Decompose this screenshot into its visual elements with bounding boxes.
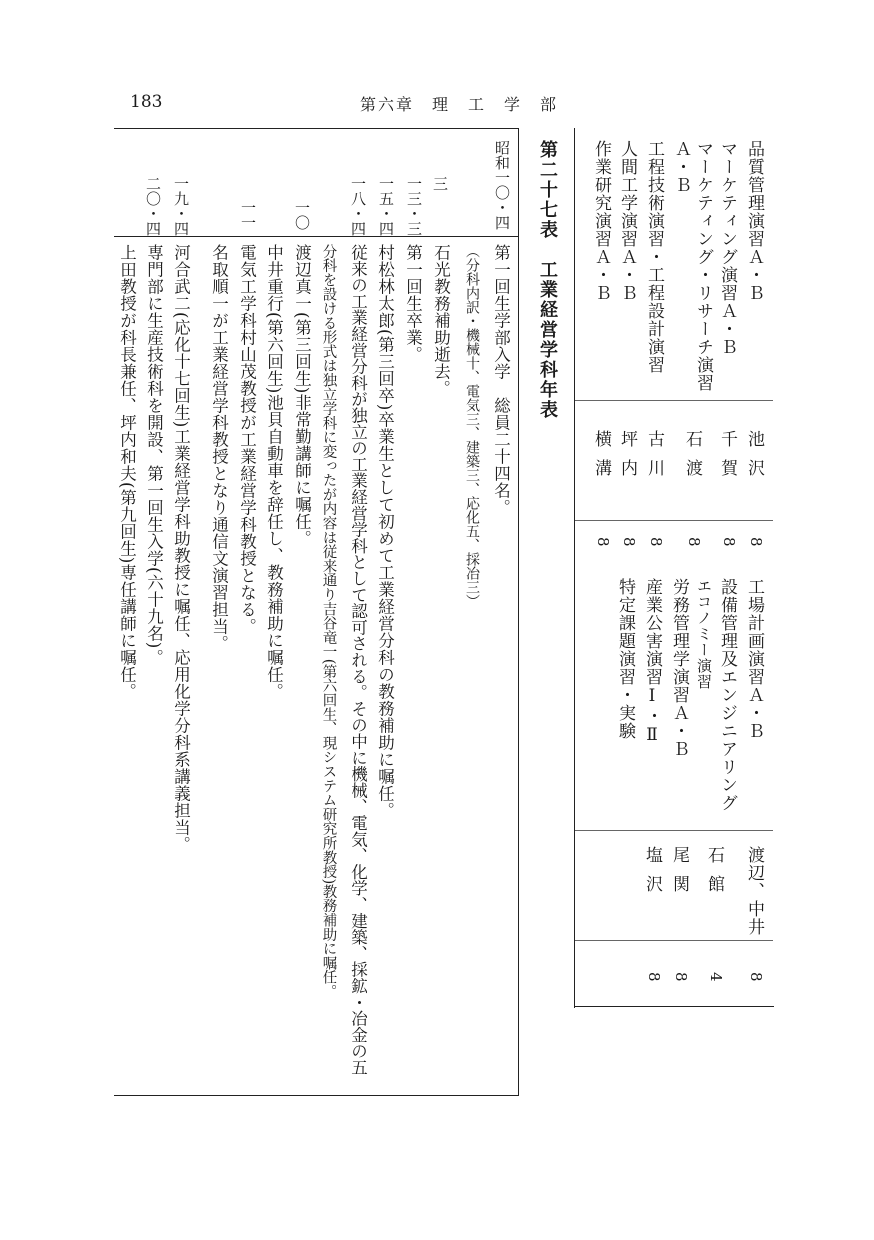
course-cell: 人間工学演習Ａ・Ｂ bbox=[617, 140, 637, 302]
year-entry: 第一回生学部入学 総員二十四名。 bbox=[491, 244, 511, 516]
course-cell: 作業研究演習Ａ・Ｂ bbox=[591, 140, 611, 302]
year-table-right-rule bbox=[518, 128, 519, 1096]
instructor-cell: 石渡 bbox=[682, 430, 702, 488]
hours-cell: 8 bbox=[672, 972, 690, 982]
instructor-cell: 坪内 bbox=[617, 430, 637, 488]
year-date: 一一 bbox=[239, 200, 257, 230]
course-cell: マーケティング・リサーチ演習 bbox=[693, 140, 713, 392]
hours-cell: 8 bbox=[747, 537, 765, 547]
hours-cell: 8 bbox=[594, 537, 612, 547]
course-cell: 労務管理学演習Ａ・Ｂ bbox=[669, 578, 689, 758]
hours-cell: 8 bbox=[620, 537, 638, 547]
year-entry-note: （分科内訳・機械十、電気三、建築三、応化五、採冶三） bbox=[464, 244, 480, 608]
year-table-date-divider bbox=[114, 236, 518, 237]
year-date: 一八・四 bbox=[349, 176, 367, 236]
year-entry: 河合武二(応化十七回生)工業経営学科助教授に嘱任、応用化学分科系講義担当。 bbox=[171, 244, 191, 853]
year-entry: 従来の工業経営分科が独立の工業経営学科として認可される。その中に機械、電気、化学、建築、採鉱・冶金の五 bbox=[348, 244, 368, 1076]
hours-cell: 8 bbox=[647, 537, 665, 547]
instructor-cell: 千賀 bbox=[717, 430, 737, 488]
year-table-bottom-rule bbox=[114, 1095, 519, 1096]
hours-cell: 8 bbox=[747, 972, 765, 982]
year-entry: 中井重行(第六回生)池貝自動車を辞任し、教務補助に嘱任。 bbox=[264, 244, 284, 700]
year-table-top-rule bbox=[114, 128, 519, 129]
table-border-bottom bbox=[574, 1006, 774, 1007]
year-date: 一三・三 bbox=[405, 176, 423, 236]
course-cell: 特定課題演習・実験 bbox=[615, 578, 635, 740]
course-cell: 品質管理演習Ａ・Ｂ bbox=[744, 140, 764, 302]
year-entry: 上田教授が科長兼任、坪内和夫(第九回生)専任講師に嘱任。 bbox=[117, 244, 137, 700]
hours-cell: 8 bbox=[720, 537, 738, 547]
table-divider-3 bbox=[575, 830, 773, 831]
course-cell: 設備管理及エンジニアリング bbox=[717, 578, 737, 812]
year-entry: 渡辺真一(第三回生)非常勤講師に嘱任。 bbox=[292, 244, 312, 547]
running-head: 第六章 理 工 学 部 bbox=[360, 95, 559, 114]
year-date: 一〇 bbox=[293, 200, 311, 230]
instructor-cell: 石館 bbox=[704, 846, 724, 904]
year-entry: 村松林太郎(第三回卒)卒業生として初めて工業経営分科の教務補助に嘱任。 bbox=[375, 244, 395, 819]
year-entry: 電気工学科村山茂教授が工業経営学科教授となる。 bbox=[237, 244, 257, 635]
year-entry: 石光教務補助逝去。 bbox=[431, 244, 451, 397]
instructor-cell: 横溝 bbox=[591, 430, 611, 488]
instructor-cell: 渡辺、中井 bbox=[744, 846, 764, 936]
course-cell: Ａ・Ｂ bbox=[671, 140, 691, 194]
hours-cell: 8 bbox=[645, 972, 663, 982]
year-date: 一五・四 bbox=[377, 176, 395, 236]
instructor-cell: 池沢 bbox=[744, 430, 764, 488]
course-cell: 工場計画演習Ａ・Ｂ bbox=[744, 578, 764, 740]
year-date: 三 bbox=[431, 176, 449, 191]
instructor-cell: 塩沢 bbox=[642, 846, 662, 904]
year-date: 二〇・四 bbox=[144, 176, 162, 236]
year-date: 一九・四 bbox=[172, 176, 190, 236]
year-entry: 名取順一が工業経営学科教授となり通信文演習担当。 bbox=[209, 244, 229, 652]
year-table-title: 第二十七表 工業経営学科年表 bbox=[537, 140, 558, 420]
year-entry: 第一回生卒業。 bbox=[403, 244, 423, 363]
course-cell: 工程技術演習・工程設計演習 bbox=[644, 140, 664, 374]
table-divider-2 bbox=[575, 520, 773, 521]
course-cell: エコノミー演習 bbox=[695, 578, 713, 690]
hours-cell: 8 bbox=[685, 537, 703, 547]
table-divider-4 bbox=[575, 940, 773, 941]
page-number: 183 bbox=[130, 92, 163, 112]
instructor-cell: 古川 bbox=[644, 430, 664, 488]
table-divider-1 bbox=[575, 400, 773, 401]
year-date: 昭和一〇・四 bbox=[493, 140, 511, 230]
year-entry: 専門部に生産技術科を開設、第一回生入学(六十九名)。 bbox=[144, 244, 164, 666]
course-cell: 産業公害演習Ⅰ・Ⅱ bbox=[642, 578, 662, 746]
year-entry: 分科を設ける形式は独立学科に変ったが内容は従来通り吉谷竜一(第六回生、現システム研究所教授)教務補助に嘱任。 bbox=[320, 244, 337, 999]
course-cell: マーケティング演習Ａ・Ｂ bbox=[717, 140, 737, 356]
table-border-right bbox=[574, 128, 575, 1008]
instructor-cell: 尾関 bbox=[669, 846, 689, 904]
hours-cell: 4 bbox=[707, 972, 725, 982]
